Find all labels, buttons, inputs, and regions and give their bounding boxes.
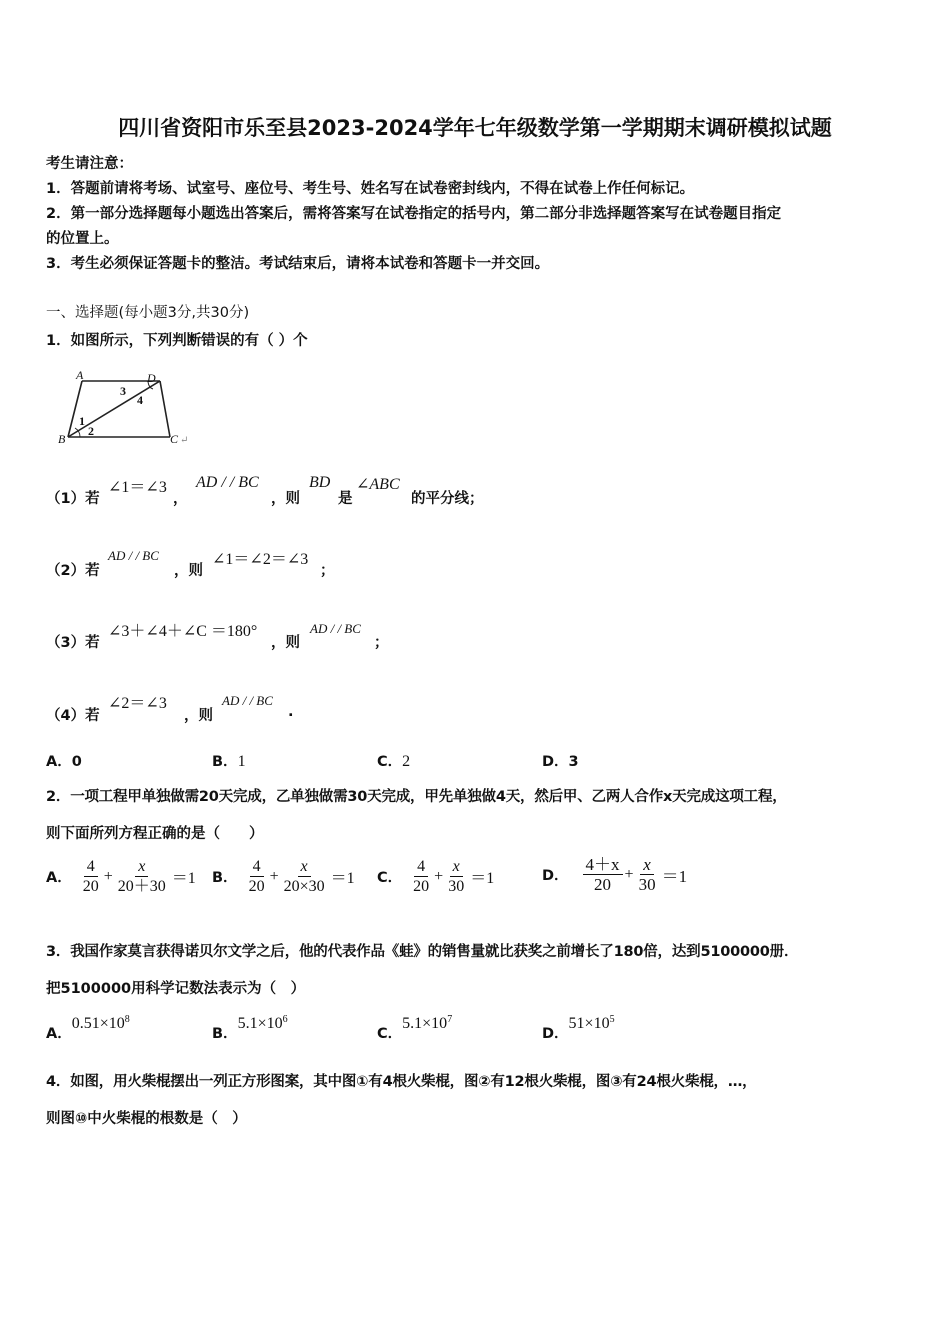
label-a: A bbox=[76, 368, 84, 382]
option-label: C． bbox=[377, 870, 403, 886]
denominator: 20×30 bbox=[283, 878, 325, 895]
q1-statement-3-then: ，则 bbox=[271, 635, 300, 651]
option-exponent: 6 bbox=[282, 1014, 288, 1026]
denominator: 30 bbox=[448, 878, 465, 895]
segment-ab bbox=[68, 381, 82, 437]
q1-statement-2-math-1: AD / / BC bbox=[108, 548, 159, 563]
option-value: 0 bbox=[71, 754, 82, 770]
q1-statement-1-comma: ， bbox=[173, 491, 188, 507]
numerator: x bbox=[135, 857, 148, 877]
option-value: 1 bbox=[237, 753, 246, 770]
denominator: 30 bbox=[638, 875, 656, 894]
q1-statement-3-math-1: ∠3＋∠4＋∠C ＝180° bbox=[108, 623, 258, 640]
q3-option-c[interactable] bbox=[377, 1012, 453, 1042]
option-base: 51×10 bbox=[568, 1015, 610, 1032]
numerator: 4 bbox=[84, 857, 98, 877]
q2-stem-line-1: 2．一项工程甲单独做需20天完成，乙单独做需30天完成，甲先单独做4天，然后甲、乙两人合作x天完成这项工程， bbox=[46, 789, 787, 805]
angle-1-label: 1 bbox=[79, 414, 85, 428]
option-label: A． bbox=[46, 870, 72, 886]
option-base: 5.1×10 bbox=[237, 1015, 283, 1032]
plus-sign: + bbox=[269, 867, 279, 885]
q3-stem-line-2: 把5100000用科学记数法表示为（ ） bbox=[46, 981, 306, 997]
q1-statement-2-prefix: （2）若 bbox=[46, 563, 100, 579]
q2-option-c[interactable] bbox=[377, 857, 494, 896]
fraction bbox=[281, 857, 328, 896]
option-label: A． bbox=[46, 1026, 72, 1042]
q1-statement-3-prefix: （3）若 bbox=[46, 635, 100, 651]
q4-stem-line-2: 则图⑩中火柴棍的根数是（ ） bbox=[46, 1111, 247, 1127]
option-base: 0.51×10 bbox=[71, 1015, 125, 1032]
numerator: x bbox=[640, 855, 654, 875]
q2-option-d[interactable] bbox=[542, 855, 687, 894]
label-b: B bbox=[58, 432, 66, 446]
q1-statement-1-suffix: 的平分线； bbox=[411, 491, 484, 507]
angle-3-label: 3 bbox=[120, 384, 126, 398]
q3-option-d[interactable] bbox=[542, 1012, 615, 1042]
q2-stem-line-2: 则下面所列方程正确的是（ ） bbox=[46, 826, 264, 842]
option-base: 5.1×10 bbox=[402, 1015, 448, 1032]
numerator: 4 bbox=[414, 857, 428, 877]
q1-statement-1-math-1: ∠1＝∠3 bbox=[108, 479, 167, 496]
q1-statement-1-math-4: ∠ABC bbox=[356, 476, 400, 493]
numerator: 4＋x bbox=[583, 855, 623, 875]
q1-statement-3-math-2: AD / / BC bbox=[310, 621, 361, 636]
q1-statement-4-then: ，则 bbox=[184, 708, 213, 724]
q1-statement-4-suffix: . bbox=[288, 704, 294, 720]
return-mark: ↵ bbox=[180, 435, 189, 446]
option-label: A． bbox=[46, 754, 72, 770]
q1-option-a[interactable] bbox=[46, 750, 82, 771]
option-exponent: 5 bbox=[609, 1014, 615, 1026]
q1-option-c[interactable] bbox=[377, 750, 410, 771]
q1-statement-1-math-2: AD / / BC bbox=[196, 474, 259, 491]
fraction bbox=[445, 857, 467, 896]
denominator: 20 bbox=[594, 875, 612, 894]
option-label: B． bbox=[212, 754, 238, 770]
equals-rhs: ＝1 bbox=[470, 870, 495, 887]
q1-statement-4-math-1: ∠2＝∠3 bbox=[108, 695, 167, 712]
denominator: 20 bbox=[82, 878, 99, 895]
numerator: x bbox=[298, 857, 311, 877]
section-heading: 一、选择题(每小题3分,共30分) bbox=[46, 305, 250, 321]
option-label: D． bbox=[542, 1026, 569, 1042]
plus-sign: + bbox=[434, 867, 444, 885]
equals-rhs: ＝1 bbox=[661, 867, 688, 886]
q1-stem: 1．如图所示，下列判断错误的有（ ）个 bbox=[46, 333, 308, 349]
option-label: D． bbox=[542, 754, 569, 770]
option-label: C． bbox=[377, 754, 403, 770]
fraction bbox=[410, 857, 432, 896]
denominator: 20 bbox=[413, 878, 430, 895]
q3-option-a[interactable] bbox=[46, 1012, 130, 1042]
notice-heading: 考生请注意： bbox=[46, 156, 133, 172]
q1-option-d[interactable] bbox=[542, 750, 579, 771]
plus-sign: + bbox=[624, 865, 634, 883]
notice-item-2-cont: 的位置上。 bbox=[46, 231, 119, 247]
fraction bbox=[80, 857, 102, 896]
label-d: D bbox=[147, 371, 156, 385]
option-exponent: 8 bbox=[124, 1014, 130, 1026]
q1-option-b[interactable] bbox=[212, 750, 246, 771]
fraction bbox=[636, 855, 659, 894]
option-label: B． bbox=[212, 1026, 238, 1042]
q1-statement-3-suffix: ； bbox=[374, 635, 389, 651]
notice-item-3: 3．考生必须保证答题卡的整洁。考试结束后，请将本试卷和答题卡一并交回。 bbox=[46, 256, 550, 272]
page-title: 四川省资阳市乐至县2023-2024学年七年级数学第一学期期末调研模拟试题 bbox=[118, 116, 832, 140]
fraction bbox=[246, 857, 268, 896]
q1-statement-4-prefix: （4）若 bbox=[46, 708, 100, 724]
q1-statement-2-then: ，则 bbox=[174, 563, 203, 579]
option-label: B． bbox=[212, 870, 238, 886]
q1-statement-2-suffix: ； bbox=[320, 563, 335, 579]
q3-option-b[interactable] bbox=[212, 1012, 288, 1042]
equals-rhs: ＝1 bbox=[330, 870, 355, 887]
notice-item-2: 2．第一部分选择题每小题选出答案后，需将答案写在试卷指定的括号内，第二部分非选择题答案写在试卷题目指定 bbox=[46, 206, 782, 222]
plus-sign: + bbox=[103, 867, 113, 885]
q1-statement-1-math-3: BD bbox=[309, 474, 331, 491]
q4-stem-line-1: 4．如图，用火柴棍摆出一列正方形图案，其中图①有4根火柴棍，图②有12根火柴棍，图③有24根火柴棍，…， bbox=[46, 1074, 757, 1090]
denominator: 20＋30 bbox=[117, 878, 166, 895]
q1-statement-2-math-2: ∠1＝∠2＝∠3 bbox=[212, 551, 309, 568]
denominator: 20 bbox=[248, 878, 265, 895]
label-c: C bbox=[170, 432, 179, 446]
q1-statement-1-is: 是 bbox=[338, 491, 353, 507]
numerator: 4 bbox=[250, 857, 264, 877]
option-label: D． bbox=[542, 868, 569, 884]
fraction bbox=[583, 855, 623, 894]
fraction bbox=[115, 857, 169, 896]
q3-stem-line-1: 3．我国作家莫言获得诺贝尔文学之后，他的代表作品《蛙》的销售量就比获奖之前增长了180倍，达到5100000册． bbox=[46, 944, 799, 960]
angle-4-label: 4 bbox=[137, 393, 143, 407]
q2-option-b[interactable] bbox=[212, 857, 355, 896]
option-value: 2 bbox=[402, 753, 411, 770]
notice-item-1: 1．答题前请将考场、试室号、座位号、考生号、姓名写在试卷密封线内，不得在试卷上作任何标记。 bbox=[46, 181, 695, 197]
q2-option-a[interactable] bbox=[46, 857, 196, 896]
numerator: x bbox=[450, 857, 463, 877]
option-label: C． bbox=[377, 1026, 403, 1042]
q1-statement-4-math-2: AD / / BC bbox=[222, 693, 273, 708]
option-value: 3 bbox=[568, 754, 579, 770]
q1-trapezoid-figure bbox=[56, 368, 206, 450]
segment-dc bbox=[160, 381, 170, 437]
segment-bd bbox=[68, 381, 160, 437]
q1-statement-1-prefix: （1）若 bbox=[46, 491, 100, 507]
option-exponent: 7 bbox=[447, 1014, 453, 1026]
q1-statement-1-then: ，则 bbox=[271, 491, 300, 507]
angle-2-label: 2 bbox=[88, 424, 94, 438]
equals-rhs: ＝1 bbox=[171, 870, 196, 887]
